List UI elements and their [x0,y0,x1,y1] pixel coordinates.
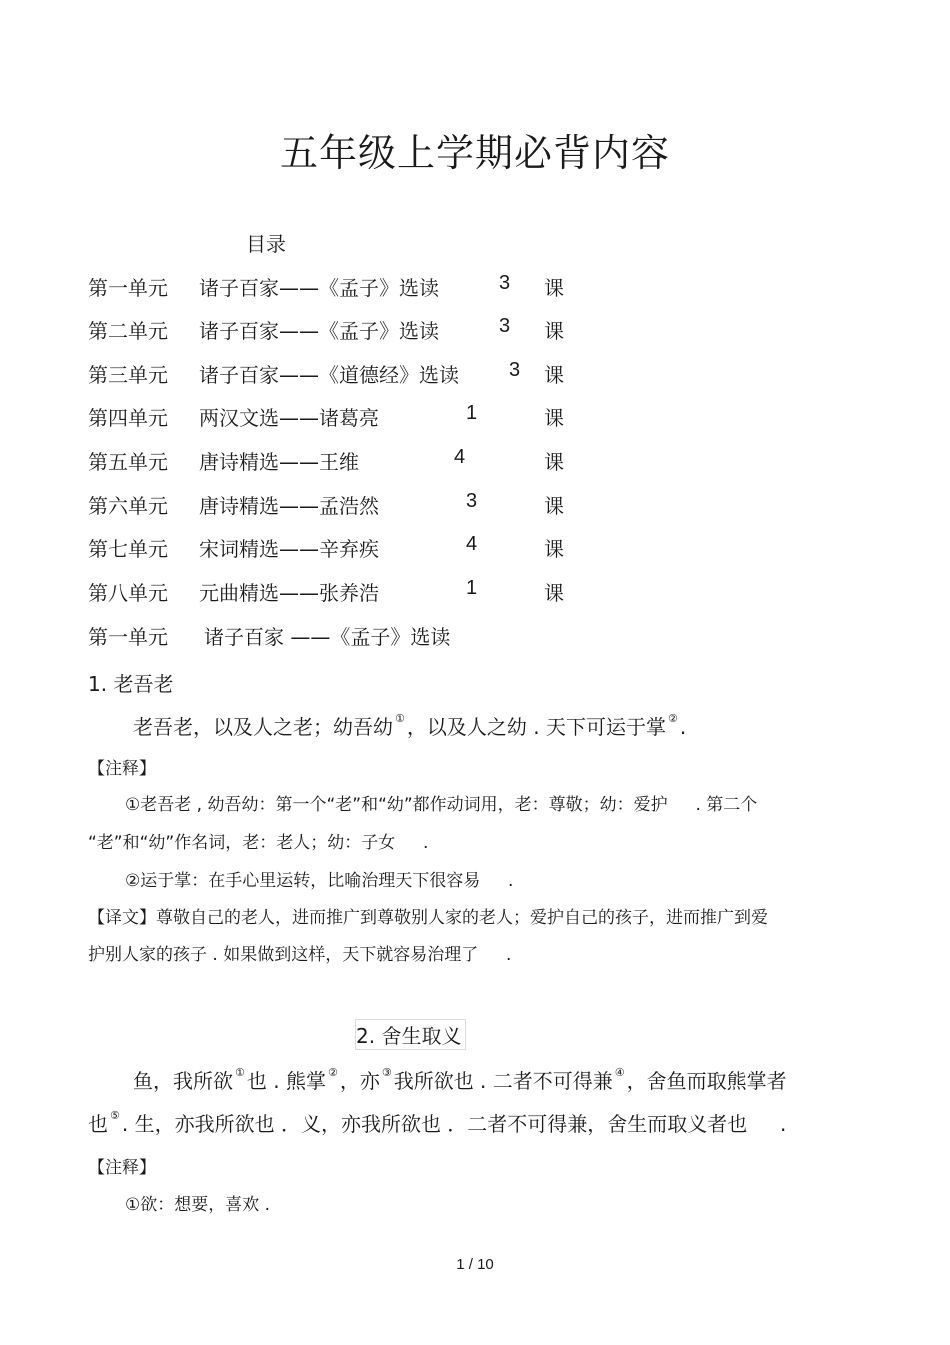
toc-row [88,533,608,563]
toc-name: 宋词精选——辛弃疾 [199,537,379,561]
toc-unit: 第五单元 [88,450,168,474]
lesson1-heading: 1. 老吾老 [88,672,174,696]
lesson1-text [133,711,686,740]
toc-row [88,490,608,520]
toc-row [88,577,608,607]
toc-name: 两汉文选——诸葛亮 [199,406,379,430]
toc-ke: 课 [544,319,564,343]
lesson2-text-line1 [133,1065,787,1094]
toc-count: 3 [499,315,511,337]
toc-count: 4 [454,446,466,468]
page-number: 1 / 10 [456,1256,494,1273]
text-segment: ，以及人之幼 . 天下可运于掌 [406,715,666,739]
text-segment: 也 . 熊掌 [246,1069,326,1093]
toc-unit: 第八单元 [88,581,168,605]
toc-count: 1 [466,402,478,424]
toc-name: 唐诗精选——孟浩然 [199,494,379,518]
toc-ke: 课 [544,406,564,430]
text-segment: 鱼，我所欲 [133,1069,233,1093]
section-name: 诸子百家 ——《孟子》选读 [204,625,451,649]
text-segment: 也 [88,1112,108,1136]
footnote-mark: ⑤ [110,1109,120,1122]
toc-unit: 第四单元 [88,406,168,430]
notes-label: 【注释】 [88,759,156,779]
toc-name: 诸子百家——《孟子》选读 [199,276,439,300]
translation-text: 【译文】尊敬自己的老人，进而推广到尊敬别人家的老人；爱护自己的孩子，进而推广到爱 [88,908,768,928]
footnote-mark: ① [235,1066,245,1079]
note-text: ①老吾老 , 幼吾幼：第一个“老”和“幼”都作动词用，老：尊敬；幼：爱护 . 第二个 [125,795,758,815]
text-segment: 老吾老，以及人之老；幼吾幼 [133,715,393,739]
section-heading [88,621,450,650]
toc-row [88,272,608,302]
toc-name: 元曲精选——张养浩 [199,581,379,605]
toc-row [88,446,608,476]
note-text: “老”和“幼”作名词，老：老人；幼：子女 . [88,833,429,853]
footnote-mark: ③ [381,1066,392,1079]
text-segment: 我所欲也 . 二者不可得兼 [393,1069,613,1093]
footnote-mark: ④ [614,1066,625,1079]
page-title: 五年级上学期必背内容 [279,131,670,175]
toc-ke: 课 [544,494,564,518]
toc-count: 3 [509,359,521,381]
toc-unit: 第一单元 [88,276,168,300]
text-segment: . 生，亦我所欲也 ．义，亦我所欲也 ．二者不可得兼，舍生而取义者也 . [121,1112,787,1136]
text-segment: ，亦 [339,1069,380,1093]
notes-label: 【注释】 [88,1158,156,1178]
toc-heading: 目录 [246,232,286,256]
toc-row [88,359,608,389]
toc-ke: 课 [544,276,564,300]
toc-count: 4 [466,533,478,555]
text-segment: . [679,715,687,739]
note-text: ①欲：想要，喜欢 . [125,1195,271,1215]
lesson2-text-line2 [88,1108,786,1137]
toc-name: 诸子百家——《孟子》选读 [199,319,439,343]
toc-count: 1 [466,577,478,599]
toc-row [88,315,608,345]
toc-unit: 第六单元 [88,494,168,518]
toc-count: 3 [466,490,478,512]
footnote-mark: ② [327,1066,338,1079]
translation-text: 护别人家的孩子 . 如果做到这样，天下就容易治理了 . [88,945,512,965]
note-text: ②运于掌：在手心里运转，比喻治理天下很容易 . [125,871,514,891]
toc-name: 唐诗精选——王维 [199,450,359,474]
text-segment: ，舍鱼而取熊掌者 [626,1069,787,1093]
toc-count: 3 [499,272,511,294]
toc-unit: 第二单元 [88,319,168,343]
footnote-mark: ② [667,712,678,725]
toc-unit: 第七单元 [88,537,168,561]
footnote-mark: ① [395,712,405,725]
lesson2-heading: 2. 舍生取义 [356,1020,465,1049]
toc-ke: 课 [544,450,564,474]
toc-row [88,402,608,432]
toc-unit: 第三单元 [88,363,168,387]
toc-name: 诸子百家——《道德经》选读 [199,363,459,387]
toc-ke: 课 [544,363,564,387]
section-unit: 第一单元 [88,625,168,649]
toc-ke: 课 [544,581,564,605]
toc-ke: 课 [544,537,564,561]
